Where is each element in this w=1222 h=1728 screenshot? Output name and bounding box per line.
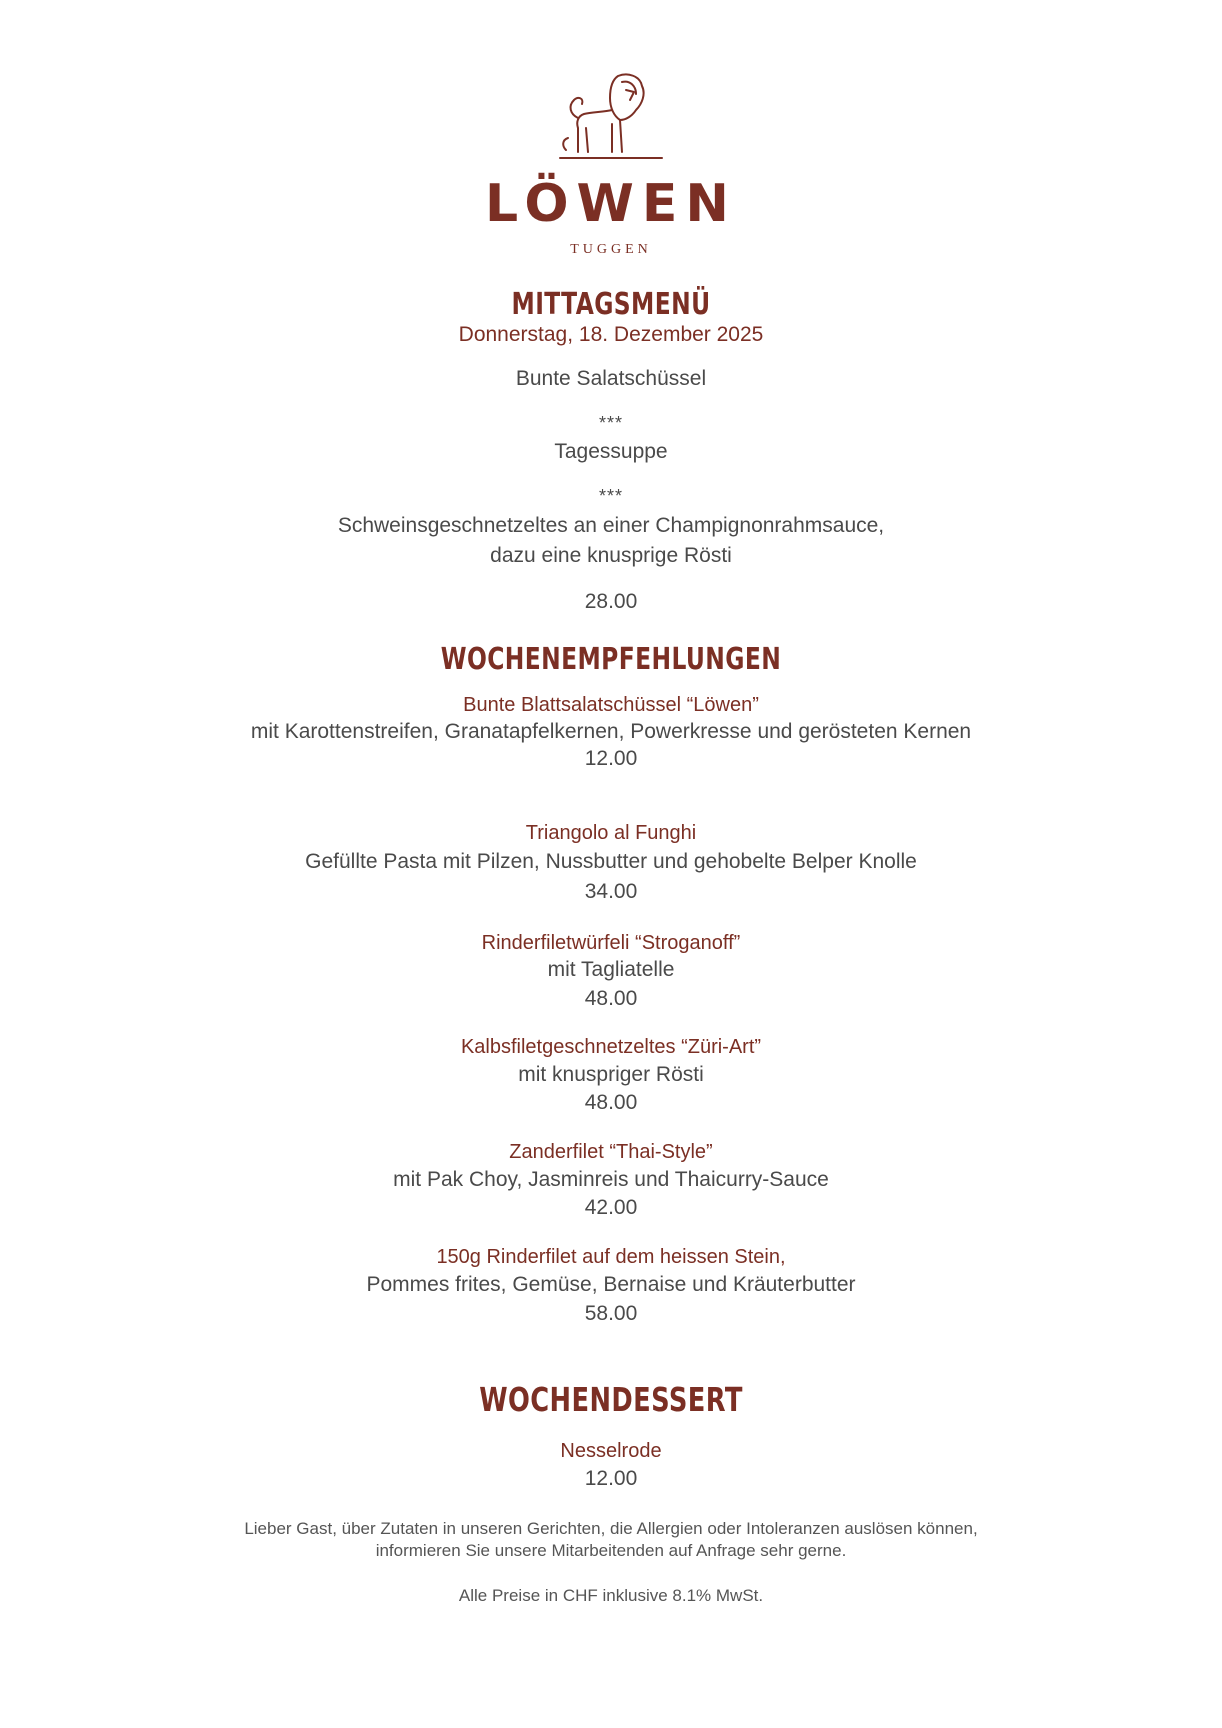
lunch-date: Donnerstag, 18. Dezember 2025 <box>458 323 764 346</box>
weekly-item-name: Bunte Blattsalatschüssel “Löwen” <box>463 694 759 716</box>
weekly-item-price: 58.00 <box>584 1302 638 1325</box>
weekly-item-name: Rinderfiletwürfeli “Stroganoff” <box>481 932 741 954</box>
lunch-starter: Bunte Salatschüssel <box>515 367 707 390</box>
dessert-title: WOCHENDESSERT <box>479 1380 743 1419</box>
lunch-price: 28.00 <box>584 590 638 613</box>
weekly-item-price: 48.00 <box>584 987 638 1010</box>
allergy-note-line2: informieren Sie unsere Mitarbeitenden auf Anfrage sehr gerne. <box>375 1541 847 1560</box>
weekly-item-desc: mit Tagliatelle <box>547 958 675 981</box>
weekly-item-name: Zanderfilet “Thai-Style” <box>509 1141 713 1163</box>
lunch-main-line1: Schweinsgeschnetzeltes an einer Champignonrahmsauce, <box>337 514 885 537</box>
weekly-item-desc: Gefüllte Pasta mit Pilzen, Nussbutter und gehobelte Belper Knolle <box>305 850 917 873</box>
weekly-item-desc: mit Pak Choy, Jasminreis und Thaicurry-Sauce <box>393 1168 829 1191</box>
weekly-item-name: Kalbsfiletgeschnetzeltes “Züri-Art” <box>460 1036 762 1058</box>
separator: *** <box>598 486 623 506</box>
separator: *** <box>598 413 623 433</box>
weekly-title: WOCHENEMPFEHLUNGEN <box>440 642 782 677</box>
brand-name: LÖWEN <box>485 174 737 234</box>
lion-icon <box>0 70 1222 170</box>
weekly-item-price: 48.00 <box>584 1091 638 1114</box>
dessert-price: 12.00 <box>584 1467 638 1490</box>
allergy-note-line1: Lieber Gast, über Zutaten in unseren Gerichten, die Allergien oder Intoleranzen auslösen können, <box>244 1519 978 1538</box>
lunch-soup: Tagessuppe <box>554 440 668 463</box>
lunch-title: MITTAGSMENÜ <box>511 287 711 322</box>
lunch-main-line2: dazu eine knusprige Rösti <box>490 544 732 567</box>
weekly-item-name: 150g Rinderfilet auf dem heissen Stein, <box>436 1246 786 1268</box>
weekly-item-name: Triangolo al Funghi <box>525 822 697 844</box>
prices-note: Alle Preise in CHF inklusive 8.1% MwSt. <box>458 1586 764 1605</box>
weekly-item-price: 34.00 <box>584 880 638 903</box>
weekly-item-price: 12.00 <box>584 747 638 770</box>
weekly-item-desc: Pommes frites, Gemüse, Bernaise und Kräuterbutter <box>366 1273 856 1296</box>
brand-location: TUGGEN <box>570 242 652 257</box>
weekly-item-price: 42.00 <box>584 1196 638 1219</box>
weekly-item-desc: mit Karottenstreifen, Granatapfelkernen, Powerkresse und gerösteten Kernen <box>250 720 972 743</box>
dessert-name: Nesselrode <box>560 1440 662 1462</box>
weekly-item-desc: mit knuspriger Rösti <box>518 1063 704 1086</box>
